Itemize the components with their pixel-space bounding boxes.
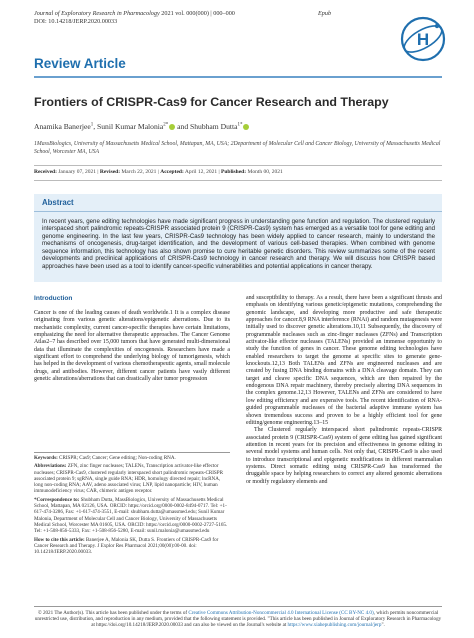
orcid-icon[interactable]	[243, 124, 249, 130]
author-1[interactable]: Anamika Banerjee	[34, 122, 91, 131]
citation-label: How to cite this article:	[34, 536, 85, 543]
article-dates: Received: January 07, 2021 | Revised: March 22, 2021 | Accepted: April 12, 2021 | Published: Month 00, 2021	[34, 169, 283, 175]
dates-divider-top	[34, 165, 442, 166]
published-label: Published:	[220, 169, 247, 175]
journal-doi[interactable]: DOI: 10.14218/JERP.2020.00033	[34, 18, 118, 25]
correspondence-label: *Correspondence to:	[34, 496, 80, 503]
affiliations: 1MassBiologics, University of Massachusetts Medical School, Mattapan, MA, USA; 2Department of Molecular Cell and Cancer Biology, University of Massachusetts Medical School, Worcester MA, USA	[34, 141, 441, 155]
correspondence-text: Shubham Dutta, MassBiologics, University of Massachusetts Medical School, Mattapan, MA 02126, USA. ORCID: https://orcid.org/0000-0002-8494-0717. Tel: +1-617-474-3286, Fax: +1-617-474-3551, E-mail: shubham.dutta@umassmed.edu; Sunil Kumar Malonia, Department of Molecular Cell and Cancer Biology, University of Massachusetts Medical School, Worcester MA 01605, USA. ORCID: https://orcid.org/0000-0002-2727-5165. Tel: +1-508-856-5333, Fax: +1-508-856-5280, E-mail: sunil.malonia@umassmed.edu	[34, 496, 228, 535]
license-text-1: © 2021 The Author(s). This article has been published under the terms of	[37, 610, 189, 616]
keywords-note	[34, 455, 230, 461]
license-text-3: ".	[381, 622, 385, 629]
author-1-affil: 1	[90, 122, 94, 128]
dates-divider-bottom	[34, 180, 442, 181]
article-type: Review Article	[34, 56, 126, 71]
citation-note	[34, 537, 230, 556]
license-footer	[34, 610, 442, 629]
abbreviations-note	[34, 463, 230, 494]
svg-text:H: H	[416, 30, 430, 49]
footer-divider	[34, 606, 442, 607]
author-3-affil: 1*	[237, 122, 243, 128]
abstract-heading: Abstract	[42, 198, 74, 207]
license-text-2: , which permits noncommercial unrestricted use, distribution, and reproduction in any medium, provided that the following statement is provided. "This article has been published in Journal of Exploratory Research in Pharmacology at https://doi.org/10.14218/JERP.2020.00033 and can also be viewed on the Journal's website at	[34, 610, 442, 629]
intro-paragraph-2: and susceptibility to therapy. As a result, there have been a significant thrusts and emphasis on identifying various genetic/epigenetic mutations, comprehending the genomic landscape, and developing more productive and safe therapeutic approaches for cancer.8,9 RNA interference (RNAi) and random mutagenesis were initially used to discover genetic alterations.10,11 Subsequently, the discovery of programmable nucleases such as zinc-finger nucleases (ZFNs) and Transcription activator-like effector nucleases (TALENs) provided an immense opportunity to study the function of genes in cancer. These genome editing technologies have enabled researchers to target the genome at specific sites to generate gene-knockouts.12,13 Both TALENs and ZFNs are engineered nucleases and are created by fusing DNA binding domains with a DNA cleavage domain. They can target and cleave specific DNA sequences, which are then repaired by the endogenous DNA repair machinery, thereby precisely altering DNA sequences in the complex genome.12,13 However, TALENs and ZFNs are considered to have low editing efficiency and are expensive tools. The recent identification of RNA-guided programmable nucleases of the bacterial adaptive immune system has shown tremendous success and proven to be a highly efficient tool for gene editing/genome engineering.13–15	[246, 295, 442, 426]
accepted-label: Accepted:	[160, 169, 184, 175]
author-3[interactable]: and Shubham Dutta	[175, 122, 238, 131]
license-link[interactable]: Creative Commons Attribution-Noncommercial 4.0 International License (CC BY-NC 4.0)	[188, 610, 374, 616]
intro-paragraph-3: The Clustered regularly interspaced short palindromic repeats-CRISPR associated protein 9 (CRISPR-Cas9) system of gene editing has gained significant attention in recent years for its precision and effectiveness in genome editing in several model systems and human cells. Not only that, CRISPR-Cas9 is also used to introduce transcriptional and epigenetic modifications in different mammalian systems. Direct somatic editing using CRISPR-Cas9 has transformed the druggable space by helping researchers to correct any altered genomic aberrations or modify regulatory elements and	[246, 427, 442, 485]
article-title: Frontiers of CRISPR-Cas9 for Cancer Research and Therapy	[34, 95, 389, 109]
journal-website-link[interactable]: https://www.xiahepublishing.com/journal/jerp	[287, 622, 382, 629]
header-divider	[34, 76, 442, 78]
received-date: January 07, 2021	[58, 169, 97, 175]
author-list	[34, 122, 454, 131]
author-2-affil: 2*	[163, 122, 169, 128]
abstract-divider	[34, 211, 442, 212]
abbreviations-text: ZFN, zinc finger nucleases; TALENs, Transcription activator-like effector nucleases; CRISPR-Cas9, clustered regularly interspaced short palindromic repeats-CRISPR associated protein 9; sgRNA, single guide RNA; HDR, homology directed repair; lncRNA, long non-coding RNA; AAV, adeno associated virus; LNP, lipid nanoparticle; HIV, human immunodeficiency virus; CAR, chimeric antigen receptor.	[34, 463, 223, 495]
journal-header	[34, 10, 394, 26]
keywords-text: CRISPR; Cas9; Cancer; Gene editing; Non-coding RNA.	[57, 455, 176, 461]
revised-label: Revised:	[99, 169, 121, 175]
epub-label: Epub	[318, 10, 332, 17]
notes-divider	[34, 452, 230, 453]
published-date: Month 00, 2021	[247, 169, 283, 175]
author-2[interactable]: , Sunil Kumar Malonia	[93, 122, 164, 131]
abstract-text: In recent years, gene editing technologies have made significant progress in understanding gene function and regulation. The clustered regularly interspaced short palindromic repeats-CRISPR associated protein 9 (CRISPR-Cas9) system has emerged as a versatile tool for gene editing and genome engineering. In the last few years, CRISPR-Cas9 technology has been widely applied to cancer research, mainly to understand the mechanisms of oncogenesis, drug-target identification, and the development of various cell-based therapies. When combined with genome sequence information, this technology has also shown promise to cure heritable genetic disorders. This review summarizes some of the recent developments and preclinical applications of CRISPR-Cas9 technology in cancer research and therapy. We will discuss how CRISPR based approaches have been used as a tool to identify cancer-specific vulnerabilities and potential applications in cancer therapy.	[42, 218, 435, 270]
revised-date: March 22, 2021	[121, 169, 157, 175]
abstract-box	[34, 194, 442, 282]
journal-volume: 2021 vol. 000(000) | 000–000	[159, 10, 235, 17]
keywords-label: Keywords:	[34, 455, 58, 461]
abbreviations-label: Abbreviations:	[34, 463, 67, 470]
journal-name: Journal of Exploratory Research in Pharmacology	[34, 10, 160, 17]
received-label: Received:	[34, 169, 57, 175]
correspondence-note	[34, 497, 230, 535]
accepted-date: April 12, 2021	[184, 169, 218, 175]
introduction-heading: Introduction	[34, 295, 73, 302]
journal-logo-icon	[400, 16, 446, 62]
right-column	[246, 295, 442, 486]
citation-text: Banerjee A, Malonia SK, Dutta S. Frontiers of CRISPR-Cas9 for Cancer Research and Therapy. J Explor Res Pharmacol 2021;00(00):00-00. doi: 10.14218/JERP.2020.00033.	[34, 536, 219, 556]
intro-paragraph-1: Cancer is one of the leading causes of death worldwide.1 It is a complex disease originating from various genetic alterations/epigenetic aberrations. Due to its mechanistic complexity, current cancer-specific therapies have certain limitations, emphasizing the need for alternative therapeutic approaches. The Cancer Genome Atlas2–7 has described over 15,000 tumors that have generated multi-dimensional data that illuminate the complexities of oncogenesis. Researchers have made a significant effort to comprehend the underlying biology of tumorigenesis, which has helped in the development of various chemotherapeutic agents, small molecule drugs, and antibodies. However, different cancer patients have vastly different genetic alterations/aberrations that can drastically alter tumor progression	[34, 310, 230, 383]
left-column	[34, 310, 230, 383]
article-notes	[34, 455, 230, 557]
